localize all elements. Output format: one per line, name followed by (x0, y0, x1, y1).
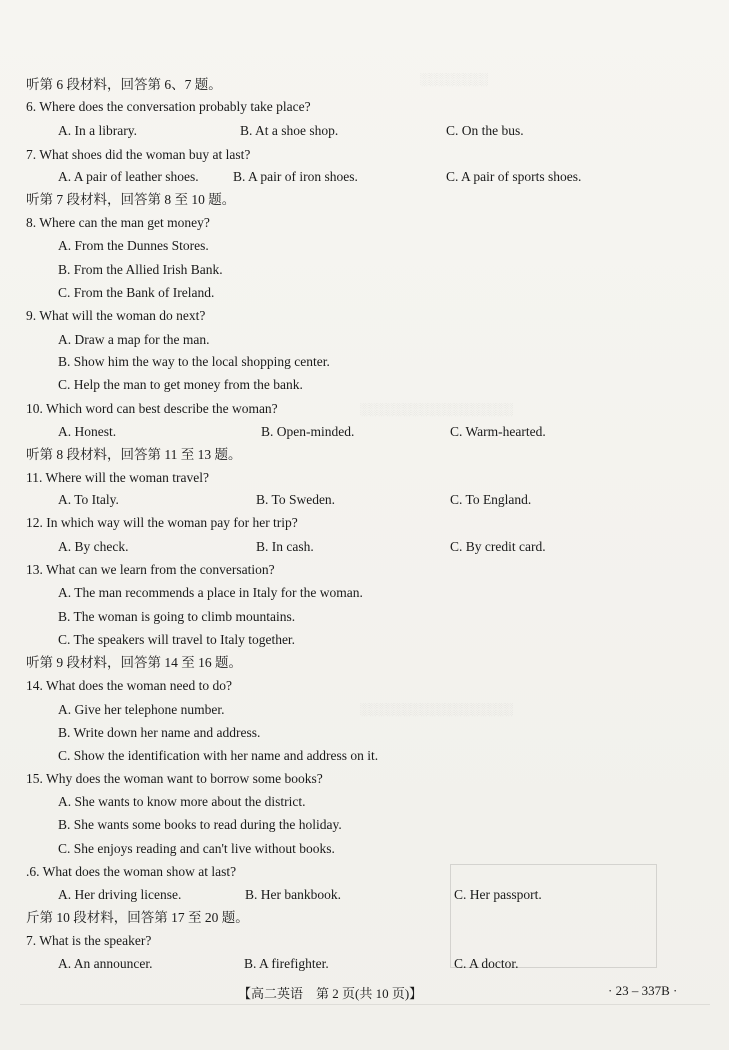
option-c[interactable]: C. Warm-hearted. (450, 424, 546, 439)
option-c[interactable]: C. She enjoys reading and can't live without books. (58, 841, 335, 856)
option-a[interactable]: A. In a library. (58, 123, 137, 138)
option-a[interactable]: A. She wants to know more about the district. (58, 794, 306, 809)
option-c[interactable]: C. On the bus. (446, 123, 524, 138)
question-10-stem: 10. Which word can best describe the woman? (26, 401, 278, 416)
option-a[interactable]: A. A pair of leather shoes. (58, 169, 199, 184)
option-a[interactable]: A. Draw a map for the man. (58, 332, 210, 347)
option-c[interactable]: C. A pair of sports shoes. (446, 169, 582, 184)
option-b[interactable]: B. The woman is going to climb mountains. (58, 609, 296, 624)
option-c[interactable]: C. To England. (450, 492, 532, 507)
section-header-11-13: 听第 8 段材料，回答第 11 至 13 题。 (26, 447, 242, 462)
question-16-stem: .6. What does the woman show at last? (26, 864, 237, 879)
question-14-stem: 14. What does the woman need to do? (26, 678, 232, 693)
bleed-through-box (450, 864, 657, 968)
page-indicator: 【高二英语 第 2 页(共 10 页)】 (238, 986, 423, 1001)
option-b[interactable]: B. A pair of iron shoes. (233, 169, 358, 184)
question-11-stem: 11. Where will the woman travel? (26, 470, 209, 485)
section-header-8-10: 听第 7 段材料，回答第 8 至 10 题。 (26, 192, 236, 207)
option-a[interactable]: A. By check. (58, 539, 129, 554)
option-b[interactable]: B. A firefighter. (244, 956, 329, 971)
exam-code: · 23 – 337B · (608, 983, 678, 998)
section-header-14-16: 听第 9 段材料，回答第 14 至 16 题。 (26, 655, 242, 670)
option-a[interactable]: A. To Italy. (58, 492, 119, 507)
option-b[interactable]: B. Her bankbook. (245, 887, 341, 902)
option-b[interactable]: B. Open-minded. (261, 424, 355, 439)
question-17-stem: 7. What is the speaker? (26, 933, 152, 948)
question-9-stem: 9. What will the woman do next? (26, 308, 206, 323)
option-b[interactable]: B. To Sweden. (256, 492, 336, 507)
option-c[interactable]: C. Show the identification with her name and address on it. (58, 748, 379, 763)
option-b[interactable]: B. Write down her name and address. (58, 725, 261, 740)
bleed-through-texture: ░░░░░░░░ (420, 72, 489, 86)
option-c[interactable]: C. Her passport. (454, 887, 542, 902)
section-header-17-20: 斤第 10 段材料，回答第 17 至 20 题。 (26, 910, 249, 925)
question-15-stem: 15. Why does the woman want to borrow some books? (26, 771, 323, 786)
option-c[interactable]: C. The speakers will travel to Italy together. (58, 632, 296, 647)
question-12-stem: 12. In which way will the woman pay for her trip? (26, 515, 298, 530)
section-header-6-7: 听第 6 段材料，回答第 6、7 题。 (26, 77, 222, 92)
option-a[interactable]: A. An announcer. (58, 956, 153, 971)
option-a[interactable]: A. From the Dunnes Stores. (58, 238, 209, 253)
bleed-through-texture: ░░░░░░░░░░░░░░░░░░ (360, 402, 514, 416)
option-a[interactable]: A. The man recommends a place in Italy for the woman. (58, 585, 363, 600)
option-b[interactable]: B. At a shoe shop. (240, 123, 339, 138)
option-c[interactable]: C. By credit card. (450, 539, 546, 554)
question-8-stem: 8. Where can the man get money? (26, 215, 210, 230)
option-c[interactable]: C. From the Bank of Ireland. (58, 285, 215, 300)
option-a[interactable]: A. Her driving license. (58, 887, 182, 902)
question-7-stem: 7. What shoes did the woman buy at last? (26, 147, 251, 162)
bleed-through-texture: ░░░░░░░░░░░░░░░░░░ (360, 702, 514, 716)
option-c[interactable]: C. A doctor. (454, 956, 519, 971)
option-a[interactable]: A. Give her telephone number. (58, 702, 225, 717)
option-a[interactable]: A. Honest. (58, 424, 117, 439)
option-b[interactable]: B. In cash. (256, 539, 314, 554)
option-c[interactable]: C. Help the man to get money from the bank. (58, 377, 303, 392)
option-b[interactable]: B. From the Allied Irish Bank. (58, 262, 223, 277)
question-13-stem: 13. What can we learn from the conversation? (26, 562, 275, 577)
option-b[interactable]: B. She wants some books to read during the holiday. (58, 817, 342, 832)
footer-divider (20, 1004, 710, 1005)
question-6-stem: 6. Where does the conversation probably take place? (26, 99, 311, 114)
option-b[interactable]: B. Show him the way to the local shopping center. (58, 354, 330, 369)
